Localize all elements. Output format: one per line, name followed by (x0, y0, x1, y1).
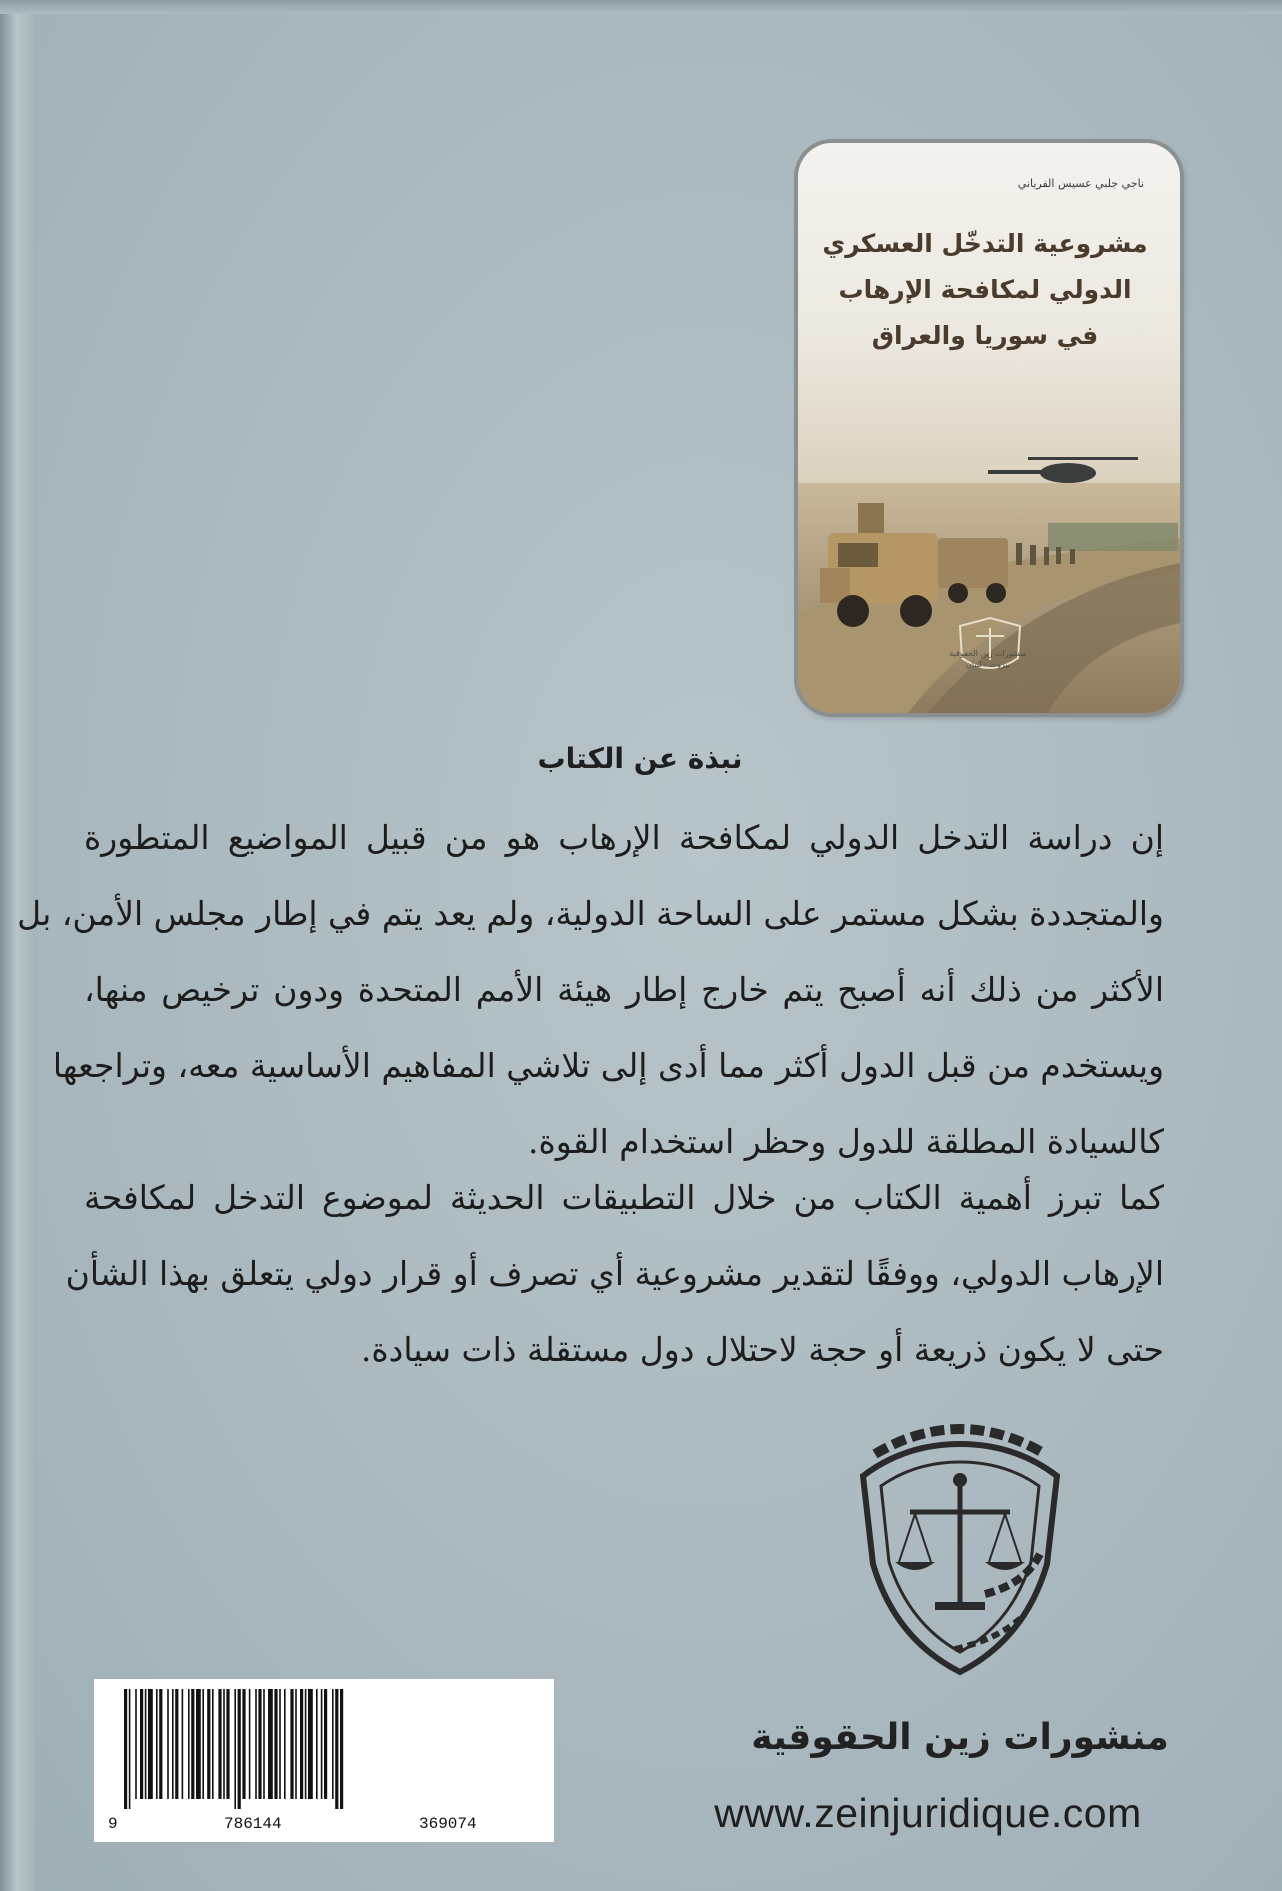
barcode-bar (268, 1689, 273, 1799)
barcode-bar (308, 1689, 313, 1799)
helicopter-icon (988, 457, 1138, 483)
isbn-digit-group: 786144 (224, 1815, 282, 1833)
blurb-line: إن دراسة التدخل الدولي لمكافحة الإرهاب هو من قبيل المواضيع المتطورة (84, 818, 1164, 857)
barcode-bar (340, 1689, 343, 1809)
barcode-bar (207, 1689, 210, 1799)
blurb-line: ويستخدم من قبل الدول أكثر مما أدى إلى تلاشي المفاهيم الأساسية معه، وتراجعها (52, 1046, 1164, 1085)
barcode-bar (191, 1689, 194, 1799)
barcode-bar (202, 1689, 204, 1799)
blurb-paragraph-1 (17, 800, 1164, 1180)
barcode-bar (188, 1689, 190, 1799)
thumbnail-publisher-line: منشورات زين الحقوقية (949, 649, 1027, 658)
thumbnail-title-line: مشروعية التدخّل العسكري (822, 229, 1148, 258)
thumbnail-title-line: الدولي لمكافحة الإرهاب (838, 275, 1132, 304)
top-edge (0, 0, 1282, 14)
barcode-bar (332, 1689, 334, 1799)
blurb-line: كما تبرز أهمية الكتاب من خلال التطبيقات الحديثة لموضوع التدخل لمكافحة (84, 1178, 1164, 1217)
thumbnail-author: ناجي جلبي عسيس الفرياني (1017, 177, 1144, 190)
blurb-line: الإرهاب الدولي، ووفقًا لتقدير مشروعية أي تصرف أو قرار دولي يتعلق بهذا الشأن (65, 1254, 1164, 1293)
blurb-paragraph-2 (65, 1160, 1164, 1388)
barcode-bar (249, 1689, 251, 1799)
barcode-bar (129, 1689, 131, 1809)
military-convoy-photo (798, 443, 1180, 713)
barcode-bar (321, 1689, 323, 1799)
barcode-bar (300, 1689, 303, 1799)
publisher-seal-logo-icon (835, 1414, 1085, 1684)
isbn-digit-group: 9 (108, 1815, 118, 1833)
barcode-bar (223, 1689, 225, 1799)
barcode-bar (316, 1689, 318, 1799)
blurb-line: والمتجددة بشكل مستمر على الساحة الدولية، ولم يعد يتم في إطار مجلس الأمن، بل (17, 894, 1164, 933)
thumbnail-publisher-text (948, 648, 1028, 670)
barcode-bar (167, 1689, 169, 1799)
barcode-bar (212, 1689, 214, 1799)
isbn-barcode (94, 1679, 554, 1842)
blurb-line: كالسيادة المطلقة للدول وحظر استخدام القوة. (528, 1122, 1164, 1161)
barcode-bar (124, 1689, 127, 1809)
barcode-bar (258, 1689, 261, 1799)
isbn-digit-group: 369074 (419, 1815, 477, 1833)
barcode-bar (295, 1689, 297, 1799)
barcode-bar (284, 1689, 286, 1799)
barcode-bar (175, 1689, 178, 1799)
barcode-bar (156, 1689, 158, 1799)
barcode-bar (279, 1689, 281, 1799)
barcode-bar (234, 1689, 236, 1809)
barcode-bar (263, 1689, 265, 1799)
thumbnail-title-line: في سوريا والعراق (871, 321, 1099, 350)
barcode-bar (182, 1689, 184, 1799)
barcode-bar (145, 1689, 147, 1799)
blurb-heading: نبذة عن الكتاب (537, 742, 743, 775)
barcode-bar (274, 1689, 277, 1799)
barcode-bar (218, 1689, 221, 1799)
barcode-bar (238, 1689, 241, 1809)
barcode-bar (159, 1689, 162, 1799)
barcode-bar (305, 1689, 307, 1799)
barcode-bar (290, 1689, 293, 1799)
barcode-bar (135, 1689, 137, 1799)
barcode-bar (255, 1689, 257, 1799)
barcode-bar (140, 1689, 143, 1799)
barcode-bar (242, 1689, 245, 1799)
barcode-bar (148, 1689, 153, 1799)
isbn-digits (104, 1815, 544, 1839)
blurb-line: الأكثر من ذلك أنه أصبح يتم خارج إطار هيئة الأمم المتحدة ودون ترخيص منها، (84, 970, 1164, 1009)
barcode-bar (196, 1689, 201, 1799)
publisher-website: www.zeinjuridique.com (714, 1790, 1142, 1836)
barcode-bar (335, 1689, 338, 1809)
blurb-line: حتى لا يكون ذريعة أو حجة لاحتلال دول مستقلة ذات سيادة. (360, 1330, 1164, 1369)
barcode-bar (324, 1689, 327, 1799)
barcode-bar (172, 1689, 174, 1799)
barcode-bar (226, 1689, 229, 1799)
thumbnail-publisher-line: بيروت - لبنان (966, 660, 1010, 669)
publisher-name: منشورات زين الحقوقية (751, 1717, 1169, 1758)
thumbnail-title (820, 221, 1150, 359)
barcode-bars (124, 1689, 544, 1809)
front-cover-thumbnail (798, 143, 1180, 713)
